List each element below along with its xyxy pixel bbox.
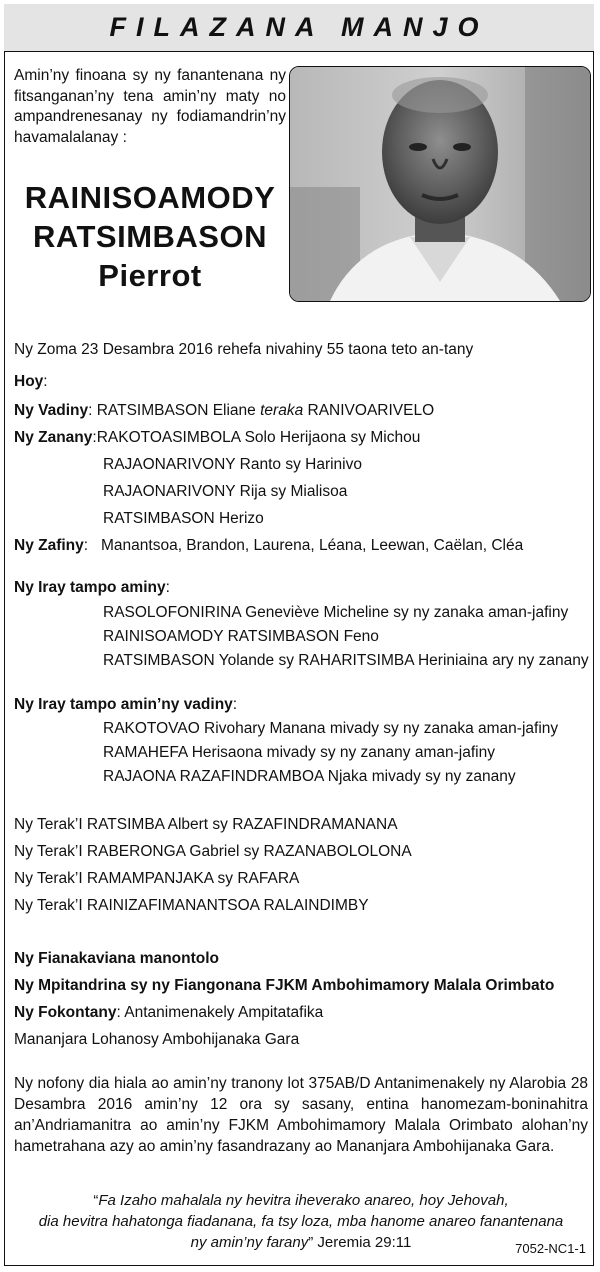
zanany-line: Ny Zanany:RAKOTOASIMBOLA Solo Herijaona sy Michou (14, 429, 421, 446)
hoy-line: Hoy: (14, 373, 48, 390)
deceased-name-line1: RAINISOAMODY (24, 180, 276, 215)
portrait-image (290, 67, 590, 301)
quote-close-mark: ” (308, 1234, 314, 1251)
zanany-item: RAJAONARIVONY Ranto sy Harinivo (103, 456, 362, 473)
iray-tampo-vadiny-line: Ny Iray tampo amin’ny vadiny: (14, 696, 238, 713)
mpitandrina-line: Ny Mpitandrina sy ny Fiangonana FJKM Ambohimamory Malala Orimbato (14, 977, 555, 994)
header-bar (4, 4, 594, 52)
deceased-name-line3: Pierrot (98, 258, 202, 293)
deceased-name-line2: RATSIMBASON (33, 219, 267, 254)
hoy-label: Hoy (14, 373, 44, 390)
iray-tampo-aminy-line: Ny Iray tampo aminy: (14, 579, 170, 596)
iray-tampo-vadiny-item: RAMAHEFA Herisaona mivady sy ny zanany aman-jafiny (103, 744, 495, 761)
zafiny-names: Manantsoa, Brandon, Laurena, Léana, Leewan, Caëlan, Cléa (101, 537, 524, 554)
bible-quote (14, 1190, 588, 1253)
portrait-photo (289, 66, 591, 302)
iray-tampo-vadiny-item: RAKOTOVAO Rivohary Manana mivady sy ny zanaka aman-jafiny (103, 720, 559, 737)
vadiny-label: Ny Vadiny (14, 402, 89, 419)
quote-open-mark: “ (93, 1192, 99, 1209)
zanany-item: RAJAONARIVONY Rija sy Mialisoa (103, 483, 348, 500)
deceased-name (14, 178, 286, 295)
quote-line2: dia hevitra hahatonga fiadanana, fa tsy loza, mba hanome anareo fanantenana (38, 1213, 564, 1230)
mananjara-line: Mananjara Lohanosy Ambohijanaka Gara (14, 1031, 300, 1048)
vadiny-teraka: teraka (260, 402, 304, 419)
fokontany-line: Ny Fokontany: Antanimenakely Ampitatafika (14, 1004, 324, 1021)
fokontany-label: Ny Fokontany (14, 1004, 117, 1021)
terak-item: Ny Terak’I RAINIZAFIMANANTSOA RALAINDIMBY (14, 897, 369, 914)
terak-item: Ny Terak’I RABERONGA Gabriel sy RAZANABOLOLONA (14, 843, 412, 860)
reference-code: 7052-NC1-1 (515, 1241, 586, 1256)
iray-tampo-aminy-item: RATSIMBASON Yolande sy RAHARITSIMBA Heriniaina ary ny zanany (103, 652, 589, 669)
terak-item: Ny Terak’I RAMAMPANJAKA sy RAFARA (14, 870, 300, 887)
iray-tampo-aminy-item: RAINISOAMODY RATSIMBASON Feno (103, 628, 379, 645)
zafiny-label: Ny Zafiny (14, 537, 84, 554)
zanany-label: Ny Zanany (14, 429, 93, 446)
terak-item: Ny Terak’I RATSIMBA Albert sy RAZAFINDRAMANANA (14, 816, 398, 833)
quote-line1-text: Fa Izaho mahalala ny hevitra iheverako anareo, hoy Jehovah, (98, 1192, 509, 1209)
vadiny-line: Ny Vadiny: RATSIMBASON Eliane teraka RANIVOARIVELO (14, 402, 435, 419)
iray-tampo-aminy-item: RASOLOFONIRINA Geneviève Micheline sy ny zanaka aman-jafiny (103, 604, 569, 621)
zafiny-line: Ny Zafiny: Manantsoa, Brandon, Laurena, Léana, Leewan, Caëlan, Cléa (14, 537, 524, 554)
fianakaviana-line: Ny Fianakaviana manontolo (14, 950, 219, 967)
vadiny-maiden-name: RANIVOARIVELO (307, 402, 435, 419)
iray-tampo-vadiny-item: RAJAONA RAZAFINDRAMBOA Njaka mivady sy ny zanany (103, 768, 516, 785)
death-notice: Ny Zoma 23 Desambra 2016 rehefa nivahiny 55 taona teto an-tany (14, 341, 474, 358)
zanany-item: RATSIMBASON Herizo (103, 510, 264, 527)
zanany-item: RAKOTOASIMBOLA Solo Herijaona sy Michou (96, 429, 421, 446)
header-title: FILAZANA MANJO (109, 12, 489, 42)
funeral-details: Ny nofony dia hiala ao amin’ny tranony lot 375AB/D Antanimenakely ny Alarobia 28 Desambra 2016 amin’ny 12 ora sy sasany, entina hanomezam-boninahitra an’Andriamanitra ao amin’ny FJKM Ambohimamory Malala Orimbato alohan’ny hametrahana azy ao amin’ny fasandrazany ao Mananjara Ambohijanaka Gara. (14, 1075, 588, 1155)
quote-line3 (14, 1232, 588, 1253)
intro-text: Amin’ny finoana sy ny fanantenana ny fitsanganan’ny tena amin’ny maty no ampandrenesanay ny fodiamandrin’ny havamalalanay : (14, 67, 286, 146)
quote-line1 (14, 1190, 588, 1211)
quote-reference: Jeremia 29:11 (317, 1234, 412, 1251)
fokontany-value: Antanimenakely Ampitatafika (124, 1004, 324, 1021)
iray-tampo-vadiny-label: Ny Iray tampo amin’ny vadiny (14, 696, 233, 713)
iray-tampo-aminy-label: Ny Iray tampo aminy (14, 579, 166, 596)
vadiny-name: RATSIMBASON Eliane (96, 402, 256, 419)
quote-line3-text: ny amin’ny farany (190, 1234, 309, 1251)
